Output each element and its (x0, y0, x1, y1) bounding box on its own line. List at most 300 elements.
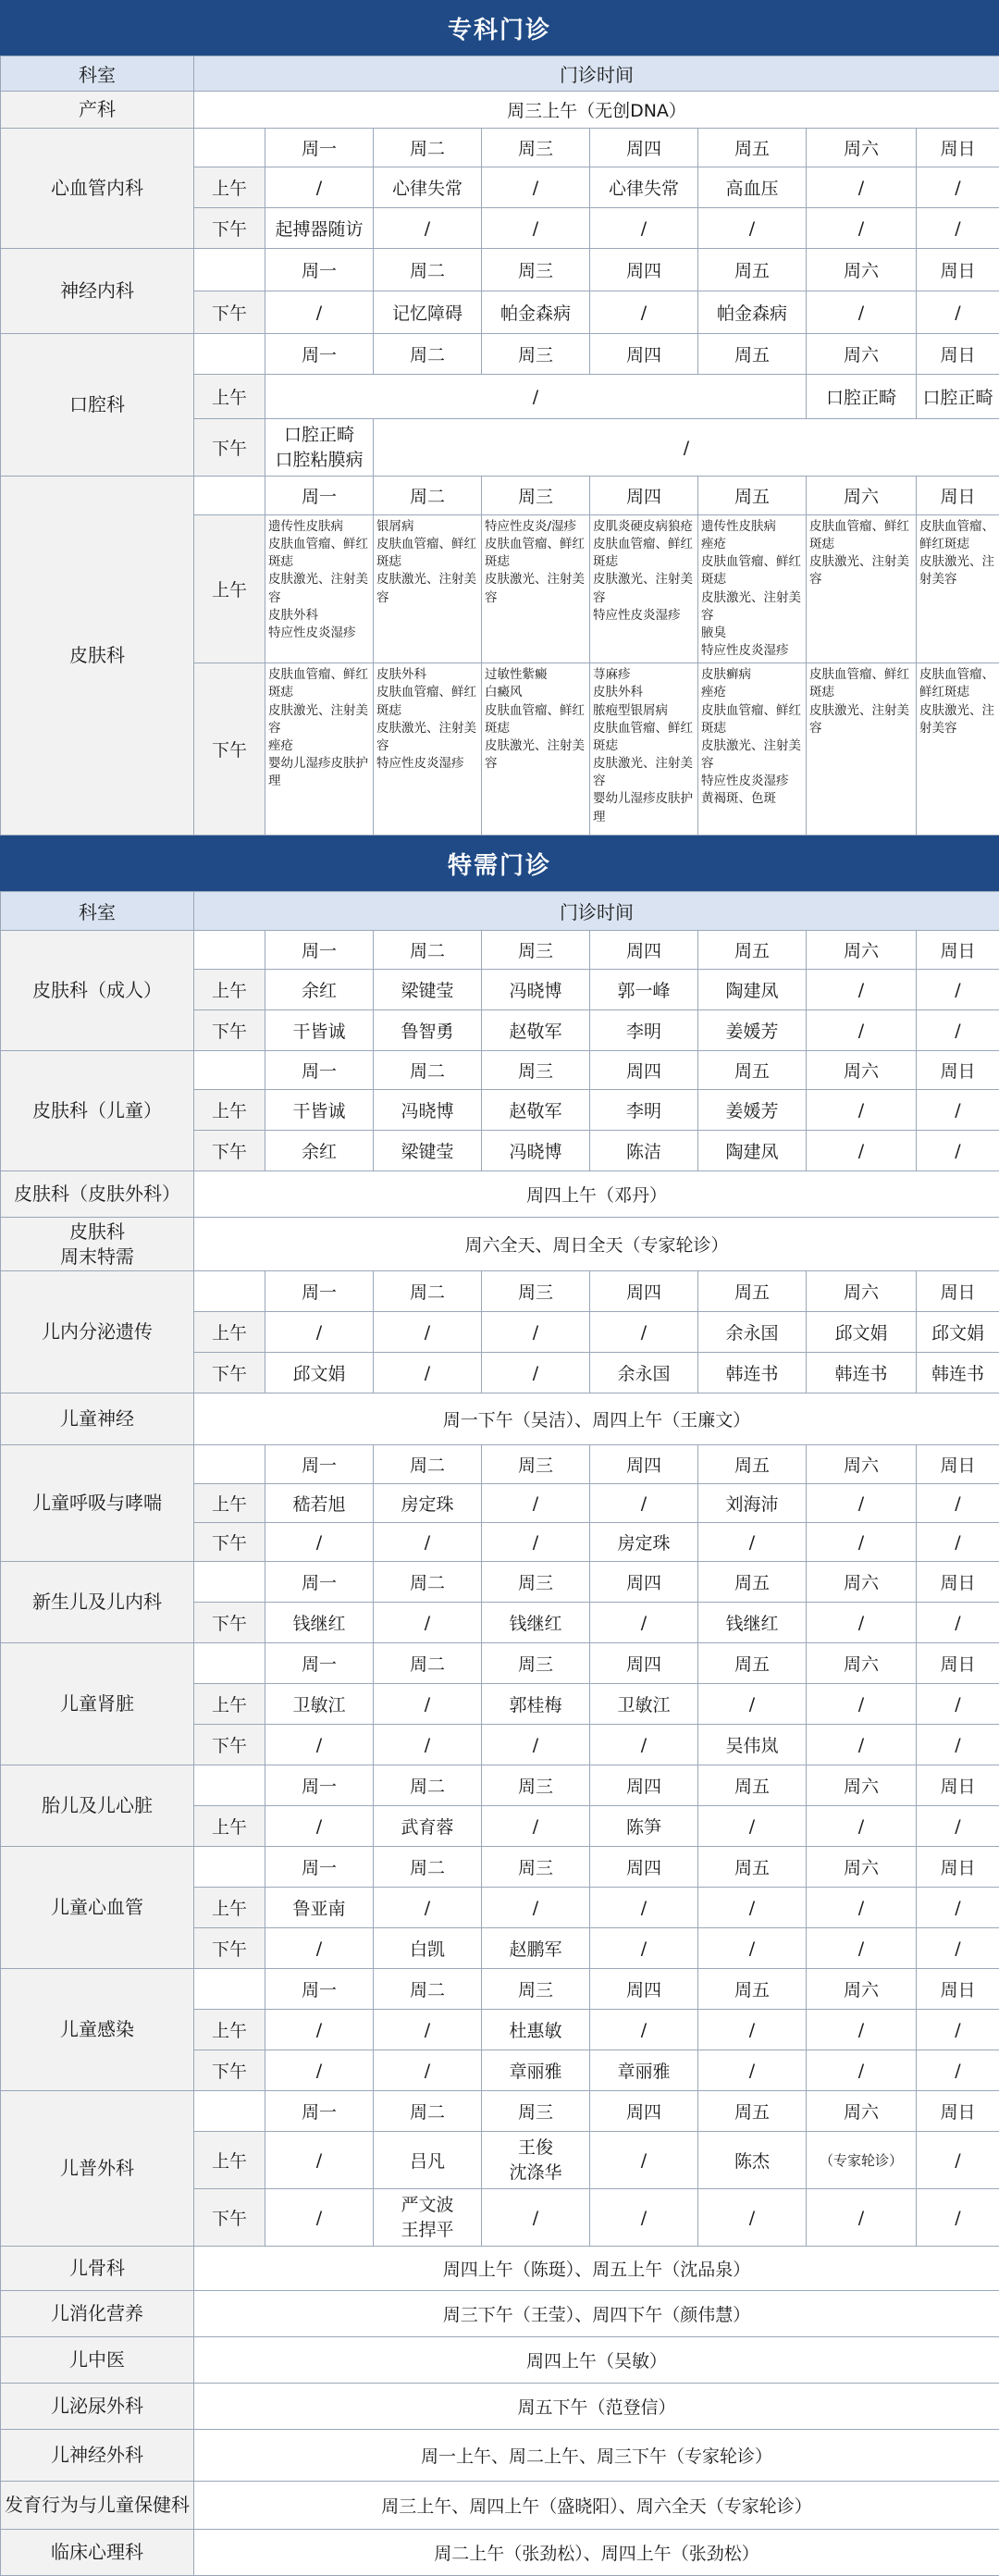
doctor-cell: / (265, 2050, 374, 2091)
doctor-cell: / (807, 2050, 917, 2091)
weekday-corner (194, 334, 265, 375)
doctor-cell: / (265, 1806, 374, 1847)
weekday: 周五 (698, 931, 807, 970)
schedule-cell: / (590, 291, 698, 334)
doctor-cell: / (590, 1725, 698, 1765)
doctor-cell: / (590, 1928, 698, 1969)
weekday: 周五 (698, 2091, 807, 2132)
section-title-special: 特需门诊 (0, 836, 999, 891)
weekday: 周五 (698, 1969, 807, 2010)
doctor-cell: / (917, 1888, 999, 1928)
doctor-cell: / (482, 1312, 590, 1353)
doctor-cell: 陈杰 (698, 2132, 807, 2189)
dept-ortho: 儿骨科 (1, 2247, 194, 2291)
doctor-cell: / (917, 1484, 999, 1523)
doctor-cell: 陶建凤 (698, 970, 807, 1010)
ortho-time: 周四上午（陈珽）、周五上午（沈品泉） (194, 2247, 999, 2291)
weekday-corner (194, 1969, 265, 2010)
weekday-corner (194, 1051, 265, 1090)
weekday: 周四 (590, 1051, 698, 1090)
period-am: 上午 (194, 1090, 265, 1131)
period-am: 上午 (194, 2132, 265, 2189)
doctor-cell: / (698, 1806, 807, 1847)
weekday: 周二 (374, 1643, 482, 1684)
weekday: 周三 (482, 129, 590, 167)
doctor-cell: 冯晓博 (482, 970, 590, 1010)
weekday: 周日 (917, 1643, 999, 1684)
doctor-cell: 姜媛芳 (698, 1010, 807, 1051)
dept-surgery: 儿普外科 (1, 2091, 194, 2247)
doctor-cell: 韩连书 (807, 1353, 917, 1393)
schedule-cell: / (265, 375, 807, 419)
weekday: 周一 (265, 334, 374, 375)
weekday: 周四 (590, 1765, 698, 1806)
period-pm: 下午 (194, 1010, 265, 1051)
doctor-cell: 卫敏江 (590, 1684, 698, 1725)
doctor-cell: / (482, 1806, 590, 1847)
weekday: 周六 (807, 1765, 917, 1806)
section-title-specialty: 专科门诊 (0, 0, 999, 56)
doctor-cell: 章丽雅 (482, 2050, 590, 2091)
weekday: 周二 (374, 931, 482, 970)
doctor-cell: / (265, 1523, 374, 1562)
weekday: 周五 (698, 1847, 807, 1888)
weekday: 周五 (698, 249, 807, 291)
weekday: 周六 (807, 1969, 917, 2010)
weekday: 周四 (590, 931, 698, 970)
weekday: 周三 (482, 1562, 590, 1603)
schedule-cell: / (917, 208, 999, 249)
weekday: 周五 (698, 1765, 807, 1806)
derm-topics-cell: 皮肤血管瘤、鲜红斑痣 皮肤激光、注射美容 (807, 663, 917, 836)
doctor-cell: / (807, 1684, 917, 1725)
doctor-cell: / (374, 1523, 482, 1562)
schedule-cell: / (698, 208, 807, 249)
doctor-cell: 干皆诚 (265, 1010, 374, 1051)
doctor-cell: / (698, 2050, 807, 2091)
weekday: 周三 (482, 931, 590, 970)
doctor-cell: 韩连书 (698, 1353, 807, 1393)
doctor-cell: 卫敏江 (265, 1684, 374, 1725)
doctor-cell: 余永国 (698, 1312, 807, 1353)
weekday: 周二 (374, 1445, 482, 1484)
weekday: 周三 (482, 334, 590, 375)
doctor-cell: 章丽雅 (590, 2050, 698, 2091)
schedule-cell: / (482, 167, 590, 208)
dept-neonatal: 新生儿及儿内科 (1, 1562, 194, 1643)
weekday: 周日 (917, 1271, 999, 1312)
doctor-cell: / (482, 1484, 590, 1523)
doctor-cell: 钱继红 (482, 1603, 590, 1643)
doctor-cell: / (698, 1888, 807, 1928)
dept-obstetrics: 产科 (1, 92, 194, 129)
weekday: 周三 (482, 2091, 590, 2132)
derm-topics-cell: 遗传性皮肤病 皮肤血管瘤、鲜红斑痣 皮肤激光、注射美容 皮肤外科 特应性皮炎湿疹 (265, 515, 374, 663)
schedule-cell: 帕金森病 (482, 291, 590, 334)
doctor-cell: / (482, 1888, 590, 1928)
weekday: 周五 (698, 129, 807, 167)
doctor-cell: 余红 (265, 970, 374, 1010)
derm-topics-cell: 皮肤血管瘤、鲜红斑痣 皮肤激光、注射美容 (917, 515, 999, 663)
dept-infect: 儿童感染 (1, 1969, 194, 2091)
doctor-cell: / (807, 2189, 917, 2247)
weekday: 周二 (374, 1051, 482, 1090)
schedule-cell: / (917, 291, 999, 334)
doctor-cell: 郭一峰 (590, 970, 698, 1010)
period-pm: 下午 (194, 419, 265, 477)
doctor-cell: 李明 (590, 1010, 698, 1051)
period-pm: 下午 (194, 291, 265, 334)
weekday: 周三 (482, 1765, 590, 1806)
doctor-cell: / (698, 1928, 807, 1969)
weekday: 周一 (265, 477, 374, 515)
dept-gi: 儿消化营养 (1, 2291, 194, 2337)
doctor-cell: / (265, 1928, 374, 1969)
doctor-cell: / (374, 1312, 482, 1353)
weekday: 周四 (590, 1445, 698, 1484)
weekday: 周二 (374, 1765, 482, 1806)
schedule-cell: 起搏器随访 (265, 208, 374, 249)
schedule-cell: 心律失常 (590, 167, 698, 208)
header-dept: 科室 (1, 892, 194, 931)
weekday: 周三 (482, 1847, 590, 1888)
derm-topics-cell: 皮肤外科 皮肤血管瘤、鲜红斑痣 皮肤激光、注射美容 特应性皮炎湿疹 (374, 663, 482, 836)
doctor-cell: / (807, 1523, 917, 1562)
weekday: 周日 (917, 2091, 999, 2132)
doctor-cell: / (917, 1603, 999, 1643)
neurosurg-time: 周一上午、周二上午、周三下午（专家轮诊） (194, 2430, 999, 2482)
weekday: 周一 (265, 931, 374, 970)
weekday: 周六 (807, 1271, 917, 1312)
doctor-cell: / (374, 2010, 482, 2050)
weekday: 周日 (917, 1445, 999, 1484)
weekday-corner (194, 1847, 265, 1888)
dept-neuro: 神经内科 (1, 249, 194, 334)
weekday: 周日 (917, 1051, 999, 1090)
doctor-cell: 武育蓉 (374, 1806, 482, 1847)
schedule-cell: / (482, 208, 590, 249)
dept-dental: 口腔科 (1, 334, 194, 477)
derm-weekend-time: 周六全天、周日全天（专家轮诊） (194, 1218, 999, 1271)
doctor-cell: （专家轮诊） (807, 2132, 917, 2189)
period-pm: 下午 (194, 1131, 265, 1171)
obstetrics-time: 周三上午（无创DNA） (194, 92, 999, 129)
doctor-cell: / (482, 1353, 590, 1393)
dept-derm-weekend: 皮肤科 周末特需 (1, 1218, 194, 1271)
doctor-cell: 王俊 沈涤华 (482, 2132, 590, 2189)
weekday: 周日 (917, 931, 999, 970)
period-pm: 下午 (194, 1725, 265, 1765)
doctor-cell: / (807, 1725, 917, 1765)
weekday: 周一 (265, 1562, 374, 1603)
weekday: 周三 (482, 1643, 590, 1684)
doctor-cell: 严文波 王捍平 (374, 2189, 482, 2247)
dept-kidney: 儿童肾脏 (1, 1643, 194, 1765)
schedule-cell: / (807, 208, 917, 249)
period-pm: 下午 (194, 2189, 265, 2247)
header-dept: 科室 (1, 56, 194, 92)
schedule-cell: 口腔正畸 口腔粘膜病 (265, 419, 374, 477)
period-am: 上午 (194, 1684, 265, 1725)
doctor-cell: / (265, 2189, 374, 2247)
weekday: 周六 (807, 931, 917, 970)
header-time: 门诊时间 (194, 892, 999, 931)
weekday: 周五 (698, 334, 807, 375)
schedule-cell: 口腔正畸 (917, 375, 999, 419)
doctor-cell: / (482, 1523, 590, 1562)
weekday: 周五 (698, 1445, 807, 1484)
weekday: 周日 (917, 477, 999, 515)
doctor-cell: 干皆诚 (265, 1090, 374, 1131)
dev-time: 周三上午、周四上午（盛晓阳）、周六全天（专家轮诊） (194, 2482, 999, 2530)
weekday: 周六 (807, 477, 917, 515)
doctor-cell: / (590, 2010, 698, 2050)
doctor-cell: 赵鹏军 (482, 1928, 590, 1969)
doctor-cell: 邱文娟 (807, 1312, 917, 1353)
weekday: 周四 (590, 2091, 698, 2132)
doctor-cell: 吴伟岚 (698, 1725, 807, 1765)
uro-time: 周五下午（范登信） (194, 2384, 999, 2430)
weekday: 周四 (590, 477, 698, 515)
derm-topics-cell: 皮肤癣病 痤疮 皮肤血管瘤、鲜红斑痣 皮肤激光、注射美容 特应性皮炎湿疹 黄褐斑、色斑 (698, 663, 807, 836)
weekday: 周一 (265, 1445, 374, 1484)
doctor-cell: 李明 (590, 1090, 698, 1131)
weekday: 周四 (590, 1969, 698, 2010)
dept-derm-adult: 皮肤科（成人） (1, 931, 194, 1051)
period-am: 上午 (194, 1806, 265, 1847)
weekday: 周二 (374, 2091, 482, 2132)
dept-cardio: 心血管内科 (1, 129, 194, 249)
weekday: 周二 (374, 477, 482, 515)
weekday-corner (194, 1562, 265, 1603)
weekday: 周二 (374, 1271, 482, 1312)
doctor-cell: 郭桂梅 (482, 1684, 590, 1725)
doctor-cell: / (265, 2010, 374, 2050)
weekday: 周五 (698, 1562, 807, 1603)
doctor-cell: / (807, 970, 917, 1010)
doctor-cell: / (807, 2010, 917, 2050)
schedule-cell: / (265, 291, 374, 334)
derm-topics-cell: 皮肤血管瘤、鲜红斑痣 皮肤激光、注射美容 痤疮 婴幼儿湿疹皮肤护理 (265, 663, 374, 836)
doctor-cell: / (807, 1484, 917, 1523)
schedule-cell: 帕金森病 (698, 291, 807, 334)
weekday: 周五 (698, 477, 807, 515)
doctor-cell: / (917, 1010, 999, 1051)
doctor-cell: / (698, 1523, 807, 1562)
derm-topics-cell: 皮肌炎硬皮病狼疮 皮肤血管瘤、鲜红斑痣 皮肤激光、注射美容 特应性皮炎湿疹 (590, 515, 698, 663)
doctor-cell: / (917, 2132, 999, 2189)
dept-tcm: 儿中医 (1, 2337, 194, 2384)
dept-psych: 临床心理科 (1, 2530, 194, 2576)
derm-topics-cell: 荨麻疹 皮肤外科 脓疱型银屑病 皮肤血管瘤、鲜红斑痣 皮肤激光、注射美容 婴幼儿湿疹皮肤护理 (590, 663, 698, 836)
dept-child-neuro: 儿童神经 (1, 1393, 194, 1445)
doctor-cell: 杜惠敏 (482, 2010, 590, 2050)
schedule-cell: / (374, 208, 482, 249)
period-am: 上午 (194, 375, 265, 419)
weekday: 周日 (917, 249, 999, 291)
weekday-corner (194, 129, 265, 167)
derm-topics-cell: 过敏性紫癜 白癜风 皮肤血管瘤、鲜红斑痣 皮肤激光、注射美容 (482, 663, 590, 836)
weekday-corner (194, 931, 265, 970)
doctor-cell: 陈洁 (590, 1131, 698, 1171)
doctor-cell: / (482, 1725, 590, 1765)
doctor-cell: / (917, 1725, 999, 1765)
doctor-cell: / (917, 2010, 999, 2050)
schedule-cell: / (807, 291, 917, 334)
schedule-cell: / (374, 419, 999, 477)
weekday: 周二 (374, 1847, 482, 1888)
dept-cardio-child: 儿童心血管 (1, 1847, 194, 1969)
weekday: 周二 (374, 334, 482, 375)
doctor-cell: 鲁亚南 (265, 1888, 374, 1928)
weekday: 周四 (590, 129, 698, 167)
weekday: 周六 (807, 1445, 917, 1484)
doctor-cell: 钱继红 (265, 1603, 374, 1643)
period-pm: 下午 (194, 1603, 265, 1643)
period-pm: 下午 (194, 663, 265, 836)
weekday: 周三 (482, 477, 590, 515)
schedule-cell: 口腔正畸 (807, 375, 917, 419)
period-am: 上午 (194, 1888, 265, 1928)
dept-derm-surgery: 皮肤科（皮肤外科） (1, 1171, 194, 1218)
doctor-cell: / (590, 2132, 698, 2189)
weekday-corner (194, 1765, 265, 1806)
doctor-cell: / (590, 1312, 698, 1353)
doctor-cell: / (374, 1725, 482, 1765)
doctor-cell: 邱文娟 (265, 1353, 374, 1393)
weekday: 周日 (917, 1847, 999, 1888)
weekday: 周三 (482, 1051, 590, 1090)
weekday: 周二 (374, 129, 482, 167)
doctor-cell: / (374, 1888, 482, 1928)
doctor-cell: 冯晓博 (374, 1090, 482, 1131)
doctor-cell: 梁键莹 (374, 970, 482, 1010)
weekday: 周三 (482, 1969, 590, 2010)
doctor-cell: / (374, 1353, 482, 1393)
doctor-cell: 陶建凤 (698, 1131, 807, 1171)
doctor-cell: 韩连书 (917, 1353, 999, 1393)
weekday: 周二 (374, 1969, 482, 2010)
dept-derm: 皮肤科 (1, 477, 194, 836)
doctor-cell: / (374, 1603, 482, 1643)
weekday-corner (194, 477, 265, 515)
doctor-cell: / (917, 1684, 999, 1725)
weekday: 周四 (590, 1643, 698, 1684)
weekday: 周一 (265, 1643, 374, 1684)
weekday: 周日 (917, 334, 999, 375)
weekday: 周一 (265, 2091, 374, 2132)
dept-endo: 儿内分泌遗传 (1, 1271, 194, 1393)
doctor-cell: / (374, 1684, 482, 1725)
doctor-cell: / (590, 1484, 698, 1523)
doctor-cell: / (807, 1090, 917, 1131)
doctor-cell: / (917, 970, 999, 1010)
doctor-cell: / (807, 1806, 917, 1847)
weekday: 周四 (590, 249, 698, 291)
weekday: 周四 (590, 1271, 698, 1312)
dept-fetal: 胎儿及儿心脏 (1, 1765, 194, 1847)
weekday: 周一 (265, 1969, 374, 2010)
doctor-cell: 嵇若旭 (265, 1484, 374, 1523)
derm-topics-cell: 遗传性皮肤病 痤疮 皮肤血管瘤、鲜红斑痣 皮肤激光、注射美容 腋臭 特应性皮炎湿疹 (698, 515, 807, 663)
period-am: 上午 (194, 1484, 265, 1523)
derm-topics-cell: 皮肤血管瘤、鲜红斑痣 皮肤激光、注射美容 (917, 663, 999, 836)
schedule-cell: 心律失常 (374, 167, 482, 208)
doctor-cell: 房定珠 (374, 1484, 482, 1523)
derm-topics-cell: 皮肤血管瘤、鲜红斑痣 皮肤激光、注射美容 (807, 515, 917, 663)
weekday-corner (194, 2091, 265, 2132)
weekday: 周五 (698, 1051, 807, 1090)
weekday: 周六 (807, 2091, 917, 2132)
weekday: 周日 (917, 1562, 999, 1603)
schedule-cell: / (917, 167, 999, 208)
period-pm: 下午 (194, 1523, 265, 1562)
weekday: 周三 (482, 1445, 590, 1484)
weekday: 周四 (590, 1562, 698, 1603)
weekday: 周日 (917, 1765, 999, 1806)
weekday: 周三 (482, 1271, 590, 1312)
doctor-cell: 邱文娟 (917, 1312, 999, 1353)
child-neuro-time: 周一下午（吴洁）、周四上午（王廉文） (194, 1393, 999, 1445)
dept-dev: 发育行为与儿童保健科 (1, 2482, 194, 2530)
special-table (0, 891, 999, 2576)
doctor-cell: / (807, 1603, 917, 1643)
doctor-cell: / (590, 1888, 698, 1928)
doctor-cell: / (698, 1684, 807, 1725)
derm-surgery-time: 周四上午（邓丹） (194, 1171, 999, 1218)
dept-derm-child: 皮肤科（儿童） (1, 1051, 194, 1171)
doctor-cell: 赵敬军 (482, 1010, 590, 1051)
weekday-corner (194, 249, 265, 291)
doctor-cell: / (590, 2189, 698, 2247)
doctor-cell: / (698, 2189, 807, 2247)
weekday: 周三 (482, 249, 590, 291)
period-am: 上午 (194, 515, 265, 663)
doctor-cell: / (917, 2050, 999, 2091)
doctor-cell: 刘海沛 (698, 1484, 807, 1523)
period-pm: 下午 (194, 1353, 265, 1393)
schedule-cell: / (807, 167, 917, 208)
weekday: 周一 (265, 249, 374, 291)
schedule-cell: 高血压 (698, 167, 807, 208)
doctor-cell: / (917, 1806, 999, 1847)
doctor-cell: / (917, 1523, 999, 1562)
weekday: 周六 (807, 249, 917, 291)
tcm-time: 周四上午（吴敏） (194, 2337, 999, 2384)
doctor-cell: / (265, 1312, 374, 1353)
doctor-cell: 陈笋 (590, 1806, 698, 1847)
weekday-corner (194, 1445, 265, 1484)
header-time: 门诊时间 (194, 56, 999, 92)
doctor-cell: / (807, 1888, 917, 1928)
dept-uro: 儿泌尿外科 (1, 2384, 194, 2430)
specialty-table (0, 56, 999, 836)
weekday: 周二 (374, 1562, 482, 1603)
weekday: 周六 (807, 1847, 917, 1888)
weekday: 周日 (917, 129, 999, 167)
doctor-cell: / (374, 2050, 482, 2091)
period-am: 上午 (194, 970, 265, 1010)
dept-neurosurg: 儿神经外科 (1, 2430, 194, 2482)
doctor-cell: / (807, 1131, 917, 1171)
doctor-cell: / (917, 2189, 999, 2247)
doctor-cell: 梁键莹 (374, 1131, 482, 1171)
weekday: 周六 (807, 129, 917, 167)
doctor-cell: 白凯 (374, 1928, 482, 1969)
weekday: 周六 (807, 1643, 917, 1684)
weekday: 周六 (807, 1562, 917, 1603)
period-am: 上午 (194, 1312, 265, 1353)
